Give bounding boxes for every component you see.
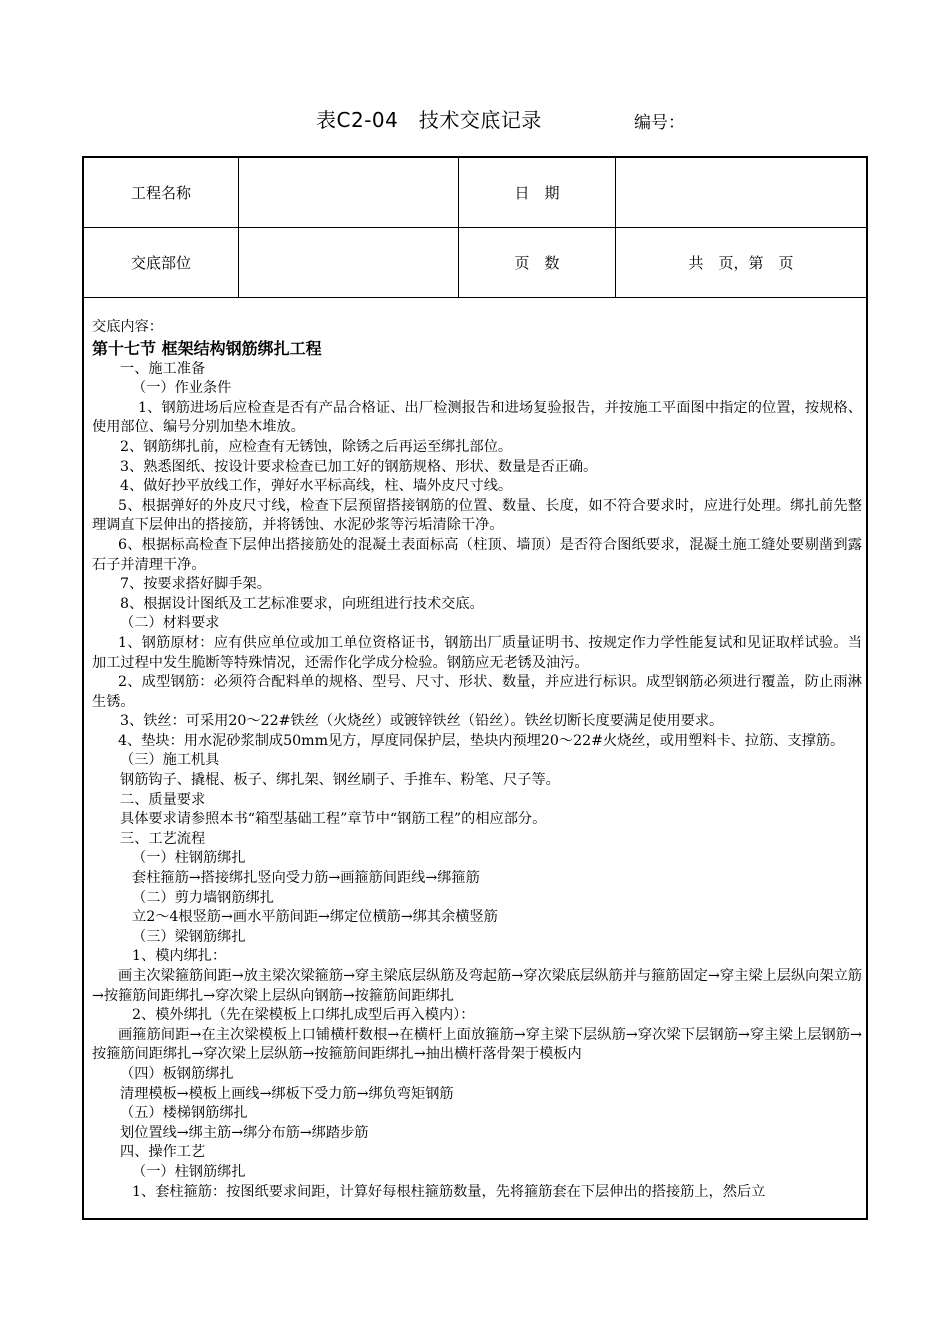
content-paragraph: 2、模外绑扎（先在梁模板上口绑扎成型后再入模内）： (132, 1007, 475, 1024)
project-name-field[interactable] (239, 158, 459, 227)
location-label: 交底部位 (84, 228, 239, 297)
content-paragraph: 5、根据弹好的外皮尺寸线，检查下层预留搭接钢筋的位置、数量、长度，如不符合要求时，应进行处理。绑扎前先整理调直下层伸出的搭接筋，并将锈蚀、水泥砂浆等污垢清除干净。 (92, 497, 862, 534)
content-paragraph: 具体要求请参照本书“箱型基础工程”章节中“钢筋工程”的相应部分。 (120, 811, 547, 828)
location-field[interactable] (239, 228, 459, 297)
page-title: 表C2-04 技术交底记录 (316, 108, 542, 132)
content-paragraph: 画箍筋间距→在主次梁模板上口铺横杆数根→在横杆上面放箍筋→穿主梁下层纵筋→穿次梁下层钢筋→穿主梁上层钢筋→按箍筋间距绑扎→穿次梁上层纵筋→按箍筋间距绑扎→抽出横杆落骨架于模板内 (92, 1026, 862, 1063)
content-paragraph: 划位置线→绑主筋→绑分布筋→绑踏步筋 (120, 1124, 369, 1141)
content-paragraph: （四）板钢筋绑扎 (120, 1065, 234, 1082)
disclosure-content (92, 318, 862, 1202)
section-title: 第十七节 框架结构钢筋绑扎工程 (92, 338, 322, 358)
project-name-label: 工程名称 (84, 158, 239, 227)
content-paragraph: （五）楼梯钢筋绑扎 (120, 1105, 248, 1122)
content-paragraph: （一）柱钢筋绑扎 (132, 850, 246, 867)
content-paragraph: （一）作业条件 (132, 380, 232, 397)
date-label: 日 期 (459, 158, 616, 227)
content-paragraph: 一、施工准备 (120, 360, 206, 377)
content-paragraph: 钢筋钩子、撬棍、板子、绑扎架、钢丝刷子、手推车、粉笔、尺子等。 (120, 772, 560, 789)
content-paragraph: 四、操作工艺 (120, 1144, 206, 1161)
content-paragraph: 套柱箍筋→搭接绑扎竖向受力筋→画箍筋间距线→绑箍筋 (132, 870, 480, 887)
content-paragraph: （二）材料要求 (120, 615, 220, 632)
content-paragraph: 4、做好抄平放线工作，弹好水平标高线，柱、墙外皮尺寸线。 (120, 478, 513, 495)
content-paragraph: 二、质量要求 (120, 791, 206, 808)
content-paragraph: 4、垫块：用水泥砂浆制成50mm见方，厚度同保护层，垫块内预埋20～22#火烧丝，或用塑料卡、拉筋、支撑筋。 (118, 732, 845, 749)
content-paragraph: 1、钢筋原材：应有供应单位或加工单位资格证书，钢筋出厂质量证明书、按规定作力学性能复试和见证取样试验。当加工过程中发生脆断等特殊情况，还需作化学成分检验。钢筋应无老锈及油污。 (92, 634, 862, 671)
pages-label: 页 数 (459, 228, 616, 297)
content-label: 交底内容： (92, 319, 163, 335)
content-paragraph: （三）施工机具 (120, 752, 220, 769)
form-row-project (84, 158, 866, 228)
content-paragraph: 1、套柱箍筋：按图纸要求间距，计算好每根柱箍筋数量，先将箍筋套在下层伸出的搭接筋上，然后立 (132, 1183, 766, 1200)
content-paragraph: 画主次梁箍筋间距→放主梁次梁箍筋→穿主梁底层纵筋及弯起筋→穿次梁底层纵筋并与箍筋固定→穿主梁上层纵向架立筋→按箍筋间距绑扎→穿次梁上层纵向钢筋→按箍筋间距绑扎 (92, 968, 862, 1004)
content-paragraph: （二）剪力墙钢筋绑扎 (132, 889, 274, 906)
pages-field[interactable]: 共 页，第 页 (688, 254, 794, 272)
content-paragraph: 立2～4根竖筋→画水平筋间距→绑定位横筋→绑其余横竖筋 (132, 909, 498, 926)
content-paragraph: 3、铁丝：可采用20～22#铁丝（火烧丝）或镀锌铁丝（铅丝）。铁丝切断长度要满足使用要求。 (120, 713, 724, 730)
number-label: 编号： (634, 113, 685, 133)
content-paragraph: （三）梁钢筋绑扎 (132, 928, 246, 945)
content-paragraph: 清理模板→模板上画线→绑板下受力筋→绑负弯矩钢筋 (120, 1085, 454, 1102)
date-field[interactable] (616, 158, 866, 227)
content-paragraph: 6、根据标高检查下层伸出搭接筋处的混凝土表面标高（柱顶、墙顶）是否符合图纸要求，混凝土施工缝处要剔凿到露石子并清理干净。 (92, 536, 862, 573)
content-paragraph: 1、钢筋进场后应检查是否有产品合格证、出厂检测报告和进场复验报告，并按施工平面图中指定的位置，按规格、使用部位、编号分别加垫木堆放。 (92, 399, 862, 436)
disclosure-form (82, 156, 868, 1220)
form-row-location (84, 228, 866, 298)
content-paragraph: 8、根据设计图纸及工艺标准要求，向班组进行技术交底。 (120, 595, 484, 612)
content-paragraph: 三、工艺流程 (120, 830, 206, 847)
content-paragraph: 3、熟悉图纸、按设计要求检查已加工好的钢筋规格、形状、数量是否正确。 (120, 458, 598, 475)
content-paragraph: 7、按要求搭好脚手架。 (120, 576, 271, 593)
content-paragraph: 1、模内绑扎： (132, 948, 227, 965)
content-paragraph: （一）柱钢筋绑扎 (132, 1163, 246, 1180)
content-paragraph: 2、成型钢筋：必须符合配料单的规格、型号、尺寸、形状、数量，并应进行标识。成型钢筋必须进行覆盖，防止雨淋生锈。 (92, 674, 862, 710)
content-paragraph: 2、钢筋绑扎前，应检查有无锈蚀，除锈之后再运至绑扎部位。 (120, 438, 513, 455)
form-header (0, 104, 950, 134)
content-body (92, 360, 862, 1203)
